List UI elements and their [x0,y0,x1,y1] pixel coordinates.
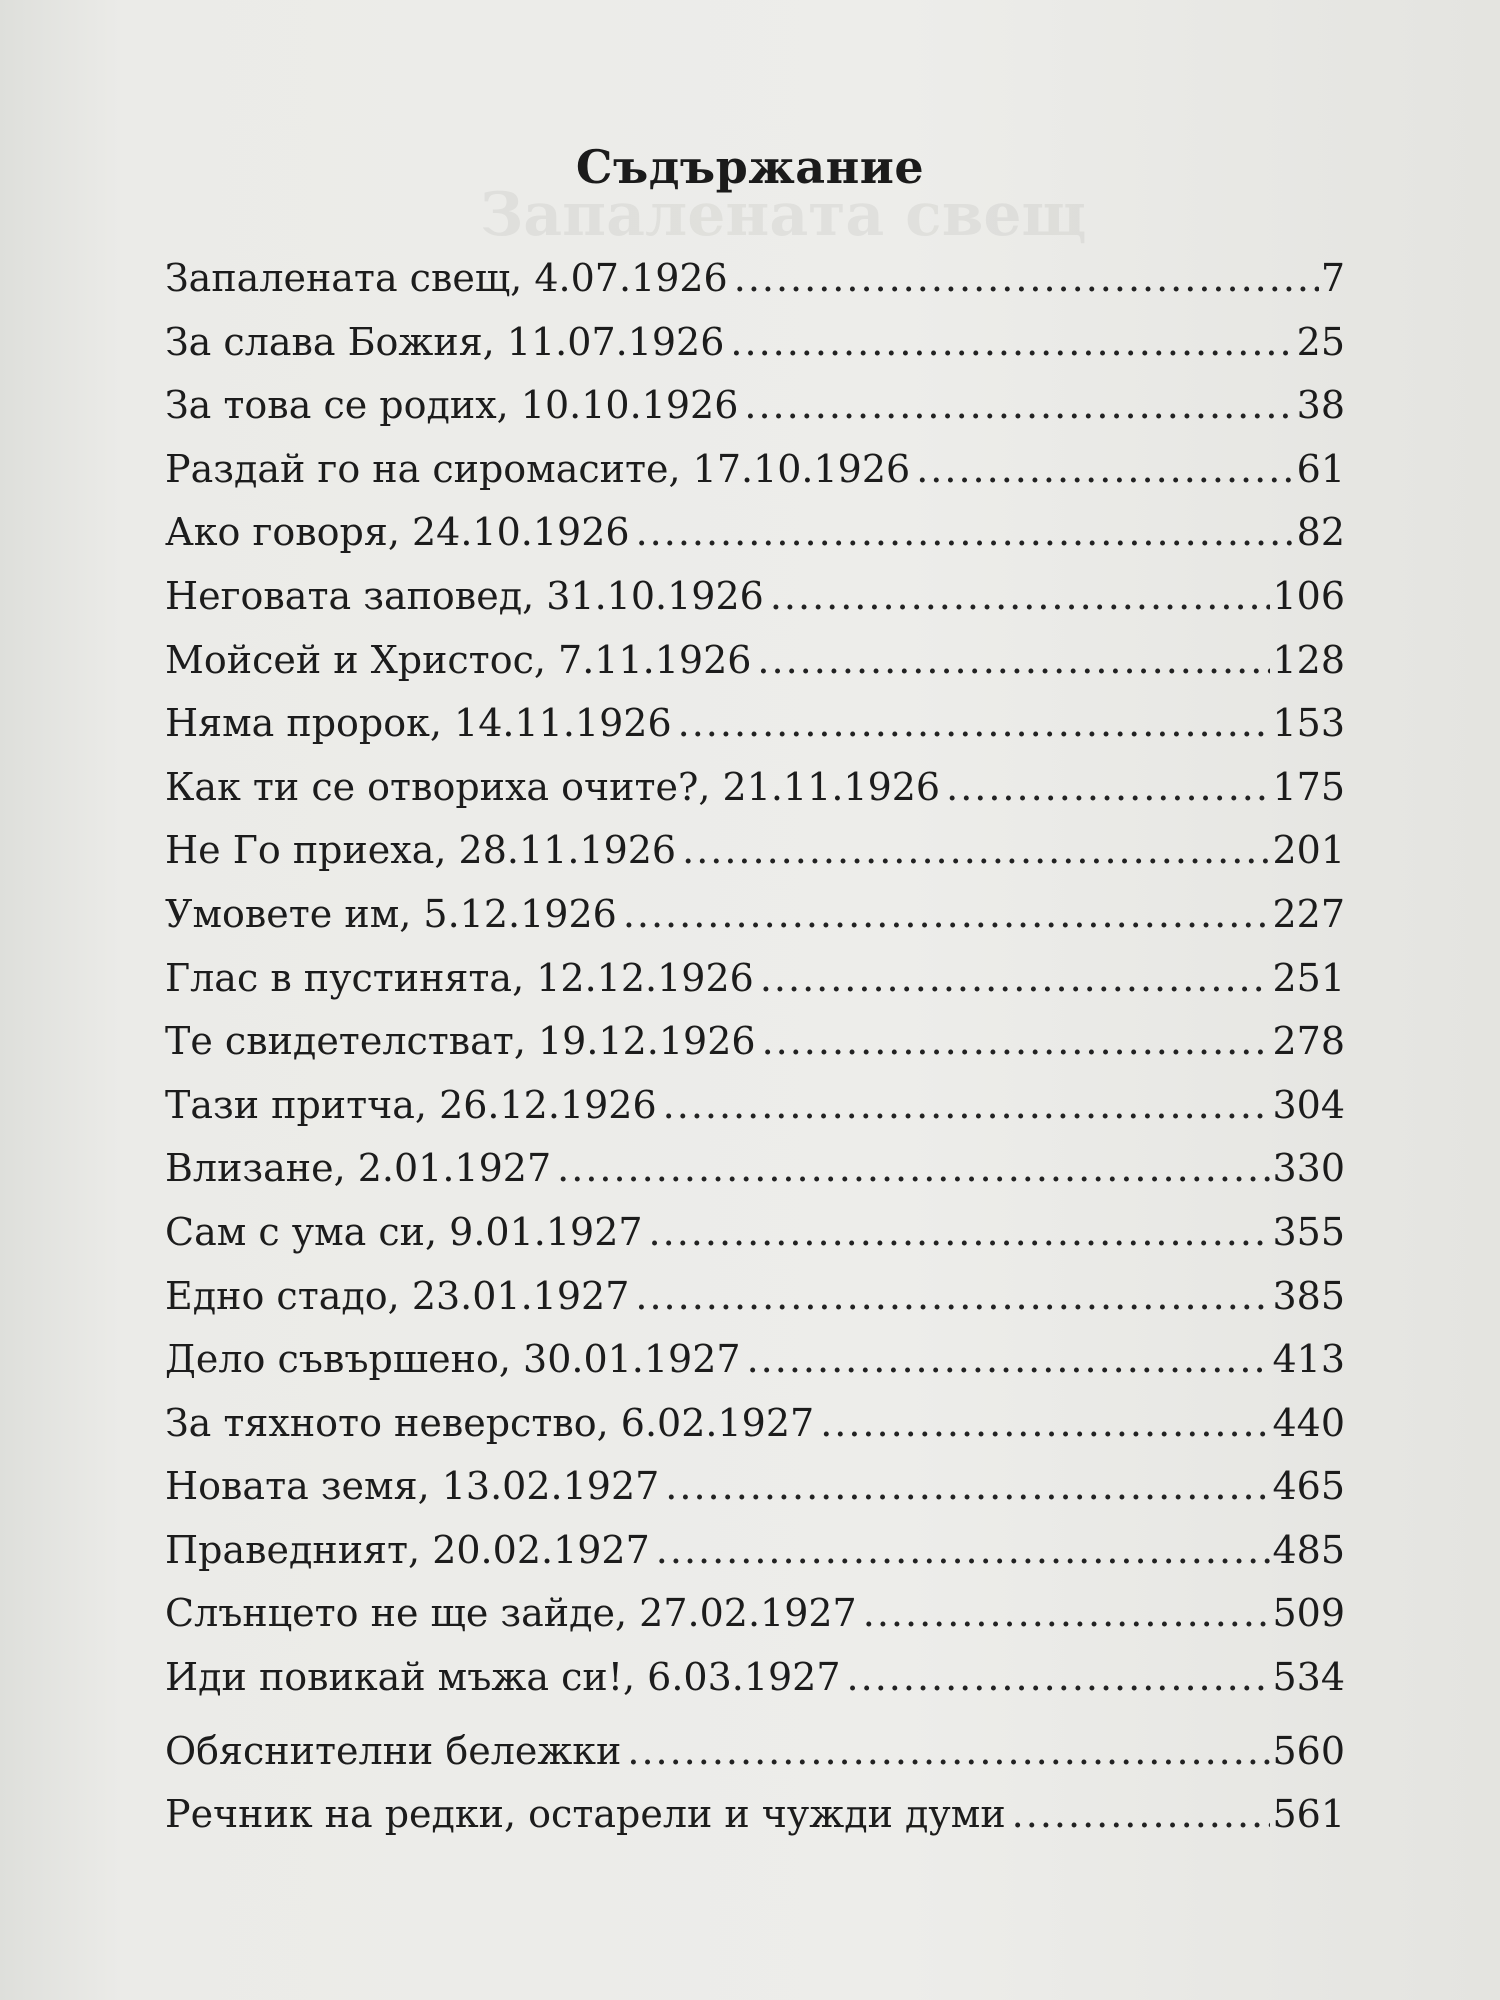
dot-leader [744,383,1294,427]
toc-entry-page: 82 [1296,510,1345,555]
toc-entry-page: 106 [1272,573,1345,618]
toc-entry [165,765,1345,829]
dot-leader [916,447,1294,491]
toc-entry [165,828,1345,892]
toc-entry-page: 7 [1320,256,1345,300]
dot-leader [747,1337,1271,1381]
toc-entry-title: Иди повикай мъжа си!, 6.03.1927 [165,1655,841,1700]
toc-entry-page: 251 [1272,955,1345,1000]
toc-entry-title: Глас в пустинята, 12.12.1926 [165,955,754,1000]
toc-entry-title: За тяхното неверство, 6.02.1927 [165,1400,815,1445]
toc-entry-page: 330 [1272,1146,1345,1191]
toc-entry-title: Слънцето не ще зайде, 27.02.1927 [165,1591,857,1636]
toc-entry-title: Раздай го на сиромасите, 17.10.1926 [165,446,911,491]
toc-entry [165,1146,1345,1210]
page-title: Съдържание [575,140,925,194]
dot-leader [623,892,1271,936]
toc-entry-page: 227 [1272,891,1345,936]
toc-entry-page: 355 [1272,1209,1345,1254]
dot-leader [757,638,1270,682]
toc-entry [165,1337,1345,1401]
toc-entry [165,1464,1345,1528]
toc-entry-title: Неговата заповед, 31.10.1926 [165,573,764,618]
dot-leader [946,765,1270,809]
toc-entry-title: За това се родих, 10.10.1926 [165,383,739,428]
dot-leader [730,320,1294,364]
toc-entry [165,1655,1345,1719]
toc-entry [165,447,1345,511]
toc-entry-page: 485 [1272,1527,1345,1572]
dot-leader [665,1464,1270,1508]
toc-appendix-entry [165,1729,1345,1793]
toc-entry [165,1083,1345,1147]
bleed-through-text: Запалената свещ [480,180,1087,250]
dot-leader [656,1528,1271,1572]
toc-entry [165,1274,1345,1338]
toc-entry-title: Обяснителни бележки [165,1728,622,1773]
toc-entry-title: Дело съвършено, 30.01.1927 [165,1337,741,1382]
toc-entry-page: 509 [1272,1591,1345,1636]
toc-entry-title: За слава Божия, 11.07.1926 [165,319,725,364]
toc-entry [165,1528,1345,1592]
toc-entry-page: 385 [1272,1273,1345,1318]
toc-entry-title: Няма пророк, 14.11.1926 [165,701,672,746]
toc-entry-page: 440 [1272,1400,1345,1445]
toc-entry-title: Те свидетелстват, 19.12.1926 [165,1019,756,1064]
toc-entry [165,510,1345,574]
toc-entry-page: 465 [1272,1464,1345,1509]
toc-entry-page: 534 [1272,1655,1345,1700]
toc-entry-page: 413 [1272,1337,1345,1382]
toc-entry-page: 304 [1272,1082,1345,1127]
toc-entry-page: 175 [1272,764,1345,809]
toc-entry [165,638,1345,702]
toc-entry-page: 128 [1272,637,1345,682]
dot-leader [635,1274,1270,1318]
toc-entry-title: Едно стадо, 23.01.1927 [165,1273,630,1318]
toc-appendix-entry [165,1792,1345,1856]
toc-entry-page: 278 [1272,1019,1345,1064]
toc-entry-title: Сам с ума си, 9.01.1927 [165,1209,643,1254]
dot-leader [820,1401,1270,1445]
toc-entry-title: Умовете им, 5.12.1926 [165,891,617,936]
toc-entry [165,1019,1345,1083]
toc-entry-title: Влизане, 2.01.1927 [165,1146,552,1191]
toc-entry-page: 61 [1296,446,1345,491]
toc-entry-page: 38 [1296,383,1345,428]
toc-entry [165,320,1345,384]
toc-entry-page: 560 [1272,1728,1345,1773]
toc-entry-title: Речник на редки, остарели и чужди думи [165,1792,1006,1837]
toc-entry-title: Мойсей и Христос, 7.11.1926 [165,637,752,682]
toc-entry [165,1210,1345,1274]
table-of-contents [165,256,1345,1856]
toc-entry-title: Праведният, 20.02.1927 [165,1527,650,1572]
toc-entry [165,956,1345,1020]
toc-entry-page: 153 [1272,701,1345,746]
dot-leader [649,1210,1271,1254]
toc-entry-title: Запалената свещ, 4.07.1926 [165,256,728,300]
toc-entry [165,701,1345,765]
dot-leader [682,828,1270,872]
toc-entry [165,256,1345,320]
dot-leader [678,701,1271,745]
toc-entry-title: Как ти се отвориха очите?, 21.11.1926 [165,764,941,809]
toc-entry [165,1591,1345,1655]
toc-entry-title: Не Го приеха, 28.11.1926 [165,828,677,873]
toc-entry-title: Ако говоря, 24.10.1926 [165,510,630,555]
dot-leader [1012,1792,1271,1836]
dot-leader [760,956,1271,1000]
dot-leader [557,1146,1270,1190]
toc-entry-title: Новата земя, 13.02.1927 [165,1464,660,1509]
toc-entry-page: 201 [1272,828,1345,873]
dot-leader [734,256,1319,300]
dot-leader [636,510,1295,554]
toc-entry-page: 561 [1272,1792,1345,1837]
dot-leader [847,1655,1271,1699]
toc-entry-page: 25 [1296,319,1345,364]
dot-leader [770,574,1271,618]
toc-entry [165,1401,1345,1465]
dot-leader [762,1019,1271,1063]
dot-leader [627,1729,1270,1773]
dot-leader [863,1591,1271,1635]
toc-entry [165,383,1345,447]
toc-entry [165,892,1345,956]
dot-leader [663,1083,1271,1127]
toc-entry [165,574,1345,638]
toc-entry-title: Тази притча, 26.12.1926 [165,1082,657,1127]
